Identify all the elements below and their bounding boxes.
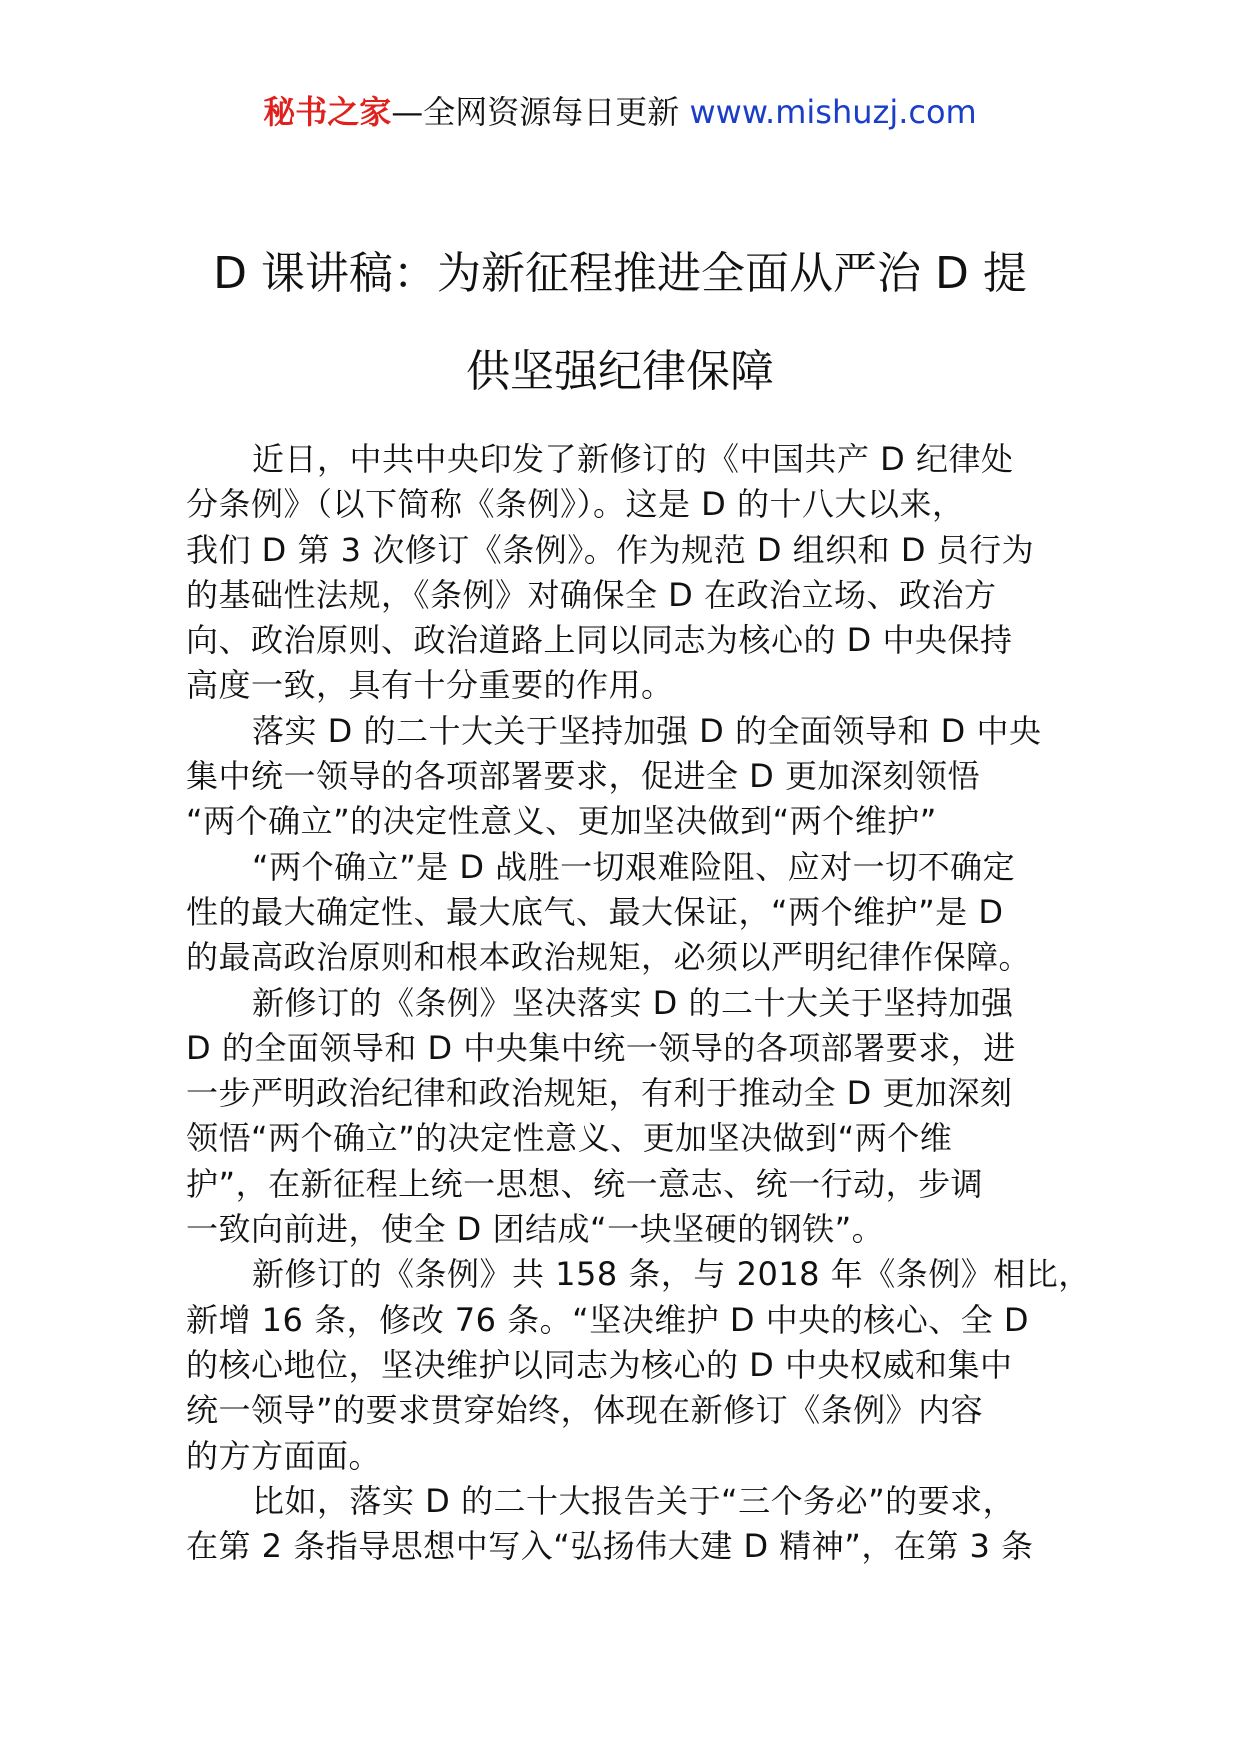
document-title <box>150 225 1090 421</box>
text-line: 在第 2 条指导思想中写入“弘扬伟大建 D 精神”，在第 3 条 <box>186 1527 1034 1566</box>
text-line: 落实 D 的二十大关于坚持加强 D 的全面领导和 D 中央 <box>252 711 1042 750</box>
text-line: 分条例》（以下简称《条例》）。这是 D 的十八大以来， <box>186 485 965 524</box>
text-line: 向、政治原则、政治道路上同以同志为核心的 D 中央保持 <box>186 621 1013 660</box>
text-line: 一步严明政治纪律和政治规矩，有利于推动全 D 更加深刻 <box>186 1074 1013 1113</box>
document-title-line-2: 供坚强纪律保障 <box>466 346 774 397</box>
text-line: 的方方面面。 <box>186 1436 382 1475</box>
text-line: 领悟“两个确立”的决定性意义、更加坚决做到“两个维 <box>186 1119 953 1158</box>
text-line: D 的全面领导和 D 中央集中统一领导的各项部署要求，进 <box>186 1028 1016 1067</box>
site-url-link[interactable]: www.mishuzj.com <box>689 93 977 131</box>
text-line: 新修订的《条例》坚决落实 D 的二十大关于坚持加强 <box>252 983 1014 1022</box>
site-header <box>0 92 1240 132</box>
text-line: 护”，在新征程上统一思想、统一意志、统一行动，步调 <box>186 1164 984 1203</box>
paragraph-5 <box>186 1252 1091 1478</box>
text-line: 新修订的《条例》共 158 条，与 2018 年《条例》相比， <box>252 1255 1091 1294</box>
paragraph-4 <box>186 981 1070 1253</box>
text-line: “两个确立”是 D 战胜一切艰难险阻、应对一切不确定 <box>252 847 1016 886</box>
text-line: 的基础性法规，《条例》对确保全 D 在政治立场、政治方 <box>186 575 997 614</box>
text-line: 我们 D 第 3 次修订《条例》。作为规范 D 组织和 D 员行为 <box>186 530 1035 569</box>
text-line: 的核心地位，坚决维护以同志为核心的 D 中央权威和集中 <box>186 1345 1013 1384</box>
text-line: 新增 16 条，修改 76 条。“坚决维护 D 中央的核心、全 D <box>186 1300 1030 1339</box>
paragraph-2 <box>186 709 1070 845</box>
paragraph-1 <box>186 437 1070 709</box>
text-line: “两个确立”的决定性意义、更加坚决做到“两个维护” <box>186 802 937 841</box>
site-tagline: —全网资源每日更新 <box>391 93 680 131</box>
text-line: 统一领导”的要求贯穿始终，体现在新修订《条例》内容 <box>186 1391 984 1430</box>
paragraph-6 <box>186 1479 1070 1570</box>
document-body <box>186 437 1091 1569</box>
text-line: 的最高政治原则和根本政治规矩，必须以严明纪律作保障。 <box>186 938 1032 977</box>
document-title-line-1: D 课讲稿：为新征程推进全面从严治 D 提 <box>213 248 1027 299</box>
text-line: 性的最大确定性、最大底气、最大保证，“两个维护”是 D <box>186 892 1004 931</box>
text-line: 比如，落实 D 的二十大报告关于“三个务必”的要求， <box>252 1481 1016 1520</box>
text-line: 高度一致，具有十分重要的作用。 <box>186 666 674 705</box>
text-line: 一致向前进，使全 D 团结成“一块坚硬的钢铁”。 <box>186 1210 885 1249</box>
text-line: 近日，中共中央印发了新修订的《中国共产 D 纪律处 <box>252 440 1014 478</box>
paragraph-3 <box>186 845 1070 981</box>
site-brand: 秘书之家 <box>263 93 392 131</box>
text-line: 集中统一领导的各项部署要求，促进全 D 更加深刻领悟 <box>186 757 980 796</box>
